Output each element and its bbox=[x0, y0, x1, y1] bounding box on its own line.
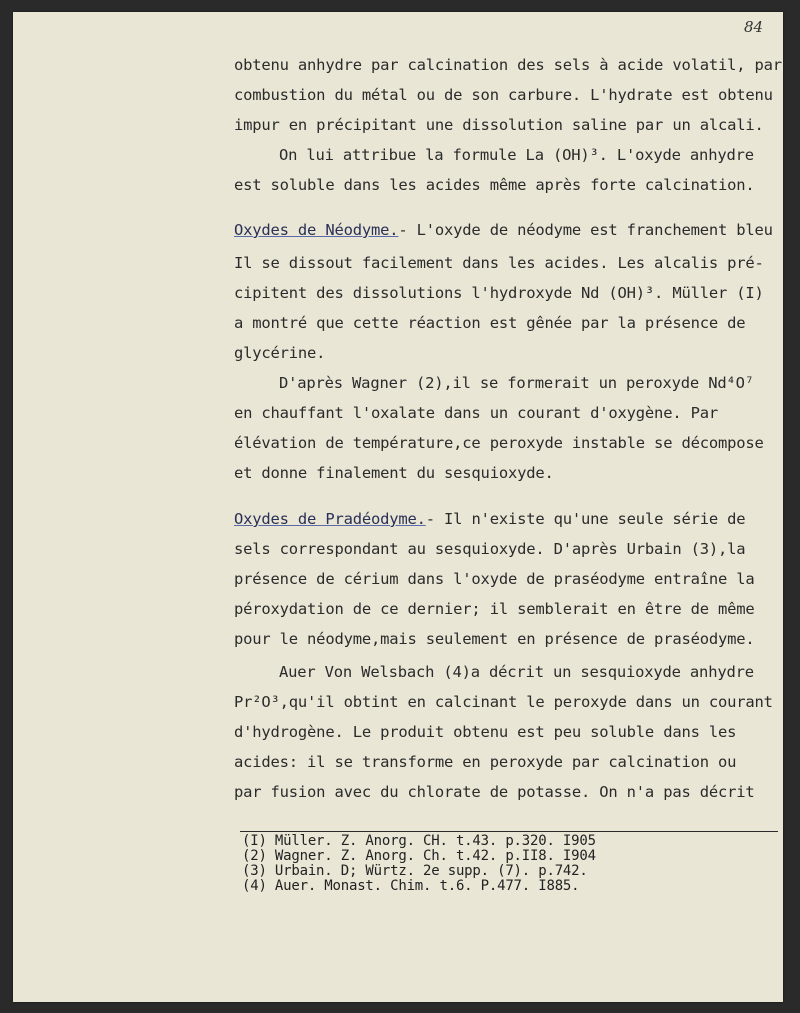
text-span: - Il n'existe qu'une seule série de bbox=[425, 510, 746, 528]
text-line: par fusion avec du chlorate de potasse. On n'a pas décrit bbox=[234, 783, 755, 801]
text-line: obtenu anhydre par calcination des sels à acide volatil, par bbox=[234, 56, 782, 74]
text-line: impur en précipitant une dissolution saline par un alcali. bbox=[234, 116, 764, 134]
text-line: Auer Von Welsbach (4)a décrit un sesquioxyde anhydre bbox=[279, 663, 754, 681]
text-line: sels correspondant au sesquioxyde. D'après Urbain (3),la bbox=[234, 540, 746, 558]
footnote: (I) Müller. Z. Anorg. CH. t.43. p.320. I905 bbox=[242, 833, 596, 849]
footnote-divider bbox=[240, 831, 778, 832]
text-line: présence de cérium dans l'oxyde de praséodyme entraîne la bbox=[234, 570, 755, 588]
section-heading-pradeodyme: Oxydes de Pradéodyme. bbox=[234, 510, 426, 528]
page-number: 84 bbox=[744, 18, 764, 36]
text-line: D'après Wagner (2),il se formerait un peroxyde Nd⁴O⁷ bbox=[279, 374, 754, 392]
text-line: d'hydrogène. Le produit obtenu est peu soluble dans les bbox=[234, 723, 737, 741]
text-line: élévation de température,ce peroxyde instable se décompose bbox=[234, 434, 764, 452]
text-line: est soluble dans les acides même après forte calcination. bbox=[234, 176, 755, 194]
text-line: glycérine. bbox=[234, 344, 326, 362]
text-line: acides: il se transforme en peroxyde par calcination ou bbox=[234, 753, 737, 771]
section-line bbox=[234, 510, 782, 528]
text-line: a montré que cette réaction est gênée par la présence de bbox=[234, 314, 746, 332]
text-line: cipitent des dissolutions l'hydroxyde Nd (OH)³. Müller (I) bbox=[234, 284, 764, 302]
footnote: (2) Wagner. Z. Anorg. Ch. t.42. p.II8. I904 bbox=[242, 848, 596, 864]
footnote: (3) Urbain. D; Würtz. 2e supp. (7). p.742. bbox=[242, 863, 588, 879]
text-line: péroxydation de ce dernier; il semblerait en être de même bbox=[234, 600, 755, 618]
text-line: On lui attribue la formule La (OH)³. L'oxyde anhydre bbox=[279, 146, 754, 164]
text-line: Il se dissout facilement dans les acides. Les alcalis pré- bbox=[234, 254, 764, 272]
text-line: et donne finalement du sesquioxyde. bbox=[234, 464, 554, 482]
text-span: - L'oxyde de néodyme est franchement bleu bbox=[398, 221, 773, 239]
text-line: pour le néodyme,mais seulement en présence de praséodyme. bbox=[234, 630, 755, 648]
section-heading-neodyme: Oxydes de Néodyme. bbox=[234, 221, 399, 239]
section-line bbox=[234, 221, 782, 239]
text-line: en chauffant l'oxalate dans un courant d'oxygène. Par bbox=[234, 404, 718, 422]
text-line: combustion du métal ou de son carbure. L'hydrate est obtenu bbox=[234, 86, 773, 104]
text-line: Pr²O³,qu'il obtint en calcinant le peroxyde dans un courant bbox=[234, 693, 773, 711]
footnote: (4) Auer. Monast. Chim. t.6. P.477. I885. bbox=[242, 878, 580, 894]
